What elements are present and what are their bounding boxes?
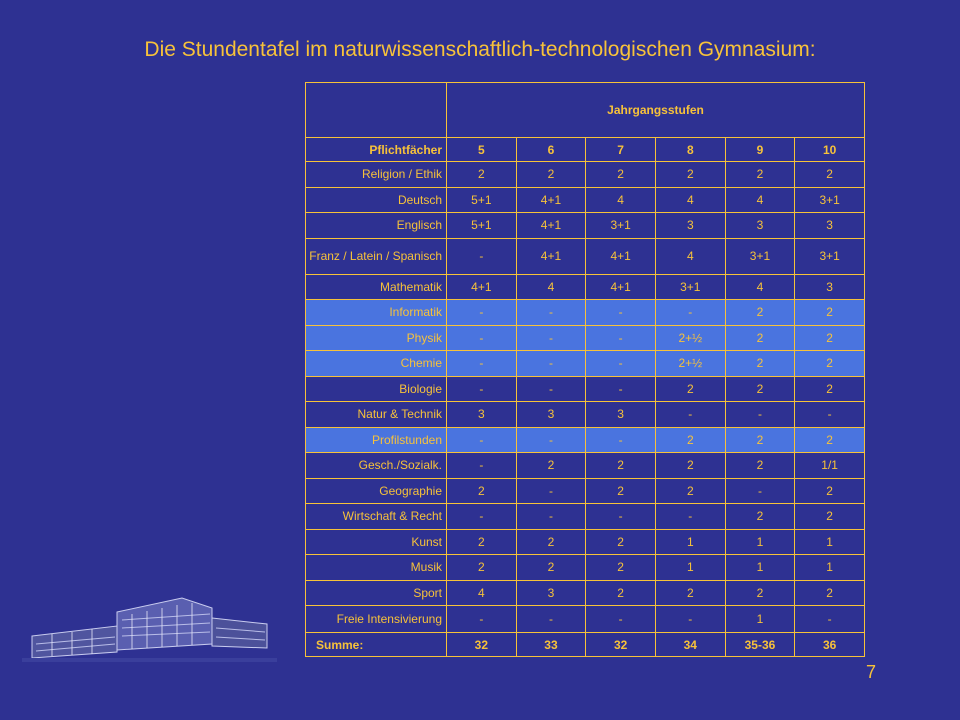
subject-cell: Biologie [306,376,447,402]
value-cell: 4+1 [586,238,656,274]
table-row [306,402,865,428]
value-cell: 2 [725,162,795,188]
value-cell: 2 [586,555,656,581]
table-row [306,187,865,213]
value-cell: - [586,351,656,377]
table-row [306,453,865,479]
value-cell: 2 [795,504,865,530]
value-cell: 4 [516,274,586,300]
value-cell: 2 [795,580,865,606]
value-cell: 2 [447,162,517,188]
value-cell: 2 [655,580,725,606]
value-cell: - [586,504,656,530]
table-row [306,478,865,504]
value-cell: 2 [586,580,656,606]
table-row [306,162,865,188]
subject-cell: Profilstunden [306,427,447,453]
subject-cell: Musik [306,555,447,581]
value-cell: - [725,478,795,504]
value-cell: 2 [795,300,865,326]
subject-cell: Freie Intensivierung [306,606,447,633]
value-cell: 1 [795,555,865,581]
year-header-cell: 10 [795,138,865,162]
value-cell: 3 [516,402,586,428]
slide-title: Die Stundentafel im naturwissenschaftlich-technologischen Gymnasium: [144,38,816,61]
value-cell: 2 [795,427,865,453]
value-cell: 5+1 [447,213,517,239]
value-cell: 2 [447,478,517,504]
value-cell: 3 [655,213,725,239]
value-cell: 2 [725,427,795,453]
value-cell: 2 [516,529,586,555]
value-cell: 4+1 [516,187,586,213]
value-cell: 3 [795,274,865,300]
subject-cell: Franz / Latein / Spanisch [306,238,447,274]
value-cell: 3 [795,213,865,239]
value-cell: 2 [655,376,725,402]
value-cell: - [447,300,517,326]
table-row [306,504,865,530]
value-cell: 2 [516,162,586,188]
value-cell: - [586,606,656,633]
value-cell: 1 [655,555,725,581]
year-header-cell: 8 [655,138,725,162]
value-cell: - [655,504,725,530]
table-row [306,376,865,402]
value-cell: 4 [655,238,725,274]
value-cell: 2 [795,162,865,188]
value-cell: 4+1 [447,274,517,300]
value-cell: 1 [725,529,795,555]
value-cell: 3+1 [795,187,865,213]
sum-value-cell: 33 [516,633,586,657]
value-cell: 1 [725,606,795,633]
sum-row [306,633,865,657]
value-cell: - [447,238,517,274]
value-cell: 2 [655,478,725,504]
subject-cell: Informatik [306,300,447,326]
value-cell: 3 [516,580,586,606]
sum-value-cell: 36 [795,633,865,657]
value-cell: - [725,402,795,428]
school-building-image [22,592,282,672]
year-header-cell: 9 [725,138,795,162]
value-cell: 2 [586,453,656,479]
value-cell: - [447,376,517,402]
value-cell: 1 [655,529,725,555]
subject-cell: Wirtschaft & Recht [306,504,447,530]
value-cell: 1 [725,555,795,581]
value-cell: - [516,351,586,377]
sum-value-cell: 35-36 [725,633,795,657]
value-cell: 2 [795,325,865,351]
value-cell: - [586,300,656,326]
value-cell: 4+1 [516,213,586,239]
value-cell: 2 [725,325,795,351]
subject-cell: Deutsch [306,187,447,213]
value-cell: - [447,606,517,633]
subject-cell: Geographie [306,478,447,504]
sum-value-cell: 34 [655,633,725,657]
value-cell: 4 [586,187,656,213]
subject-cell: Sport [306,580,447,606]
year-header-cell: 7 [586,138,656,162]
value-cell: 2 [725,580,795,606]
years-header-row [306,138,865,162]
value-cell: 2 [795,351,865,377]
page-number: 7 [866,662,877,682]
table-row [306,300,865,326]
value-cell: 2 [447,555,517,581]
value-cell: 2 [516,555,586,581]
value-cell: 2 [725,504,795,530]
group-header-row [306,83,865,138]
subject-cell: Englisch [306,213,447,239]
value-cell: 3 [725,213,795,239]
value-cell: 2 [725,376,795,402]
value-cell: - [447,325,517,351]
value-cell: 2 [725,351,795,377]
table-row [306,351,865,377]
value-cell: - [586,376,656,402]
value-cell: 3+1 [586,213,656,239]
subject-header-cell: Pflichtfächer [306,138,447,162]
timetable [305,82,865,657]
subject-cell: Physik [306,325,447,351]
value-cell: - [655,402,725,428]
value-cell: - [516,325,586,351]
subject-cell: Mathematik [306,274,447,300]
value-cell: 5+1 [447,187,517,213]
table-row [306,580,865,606]
value-cell: 4+1 [516,238,586,274]
value-cell: 2 [725,453,795,479]
value-cell: 2 [655,453,725,479]
year-header-cell: 6 [516,138,586,162]
value-cell: - [586,325,656,351]
sum-value-cell: 32 [586,633,656,657]
value-cell: 4 [447,580,517,606]
table-row [306,325,865,351]
value-cell: 4 [655,187,725,213]
value-cell: 1/1 [795,453,865,479]
value-cell: 2 [586,529,656,555]
value-cell: 2 [447,529,517,555]
subject-cell: Religion / Ethik [306,162,447,188]
table-row [306,427,865,453]
subject-cell: Natur & Technik [306,402,447,428]
value-cell: - [516,606,586,633]
value-cell: 3+1 [655,274,725,300]
value-cell: - [516,300,586,326]
value-cell: 4+1 [586,274,656,300]
value-cell: 2 [516,453,586,479]
value-cell: 2 [725,300,795,326]
value-cell: - [516,376,586,402]
value-cell: - [516,478,586,504]
value-cell: - [655,606,725,633]
subject-cell: Kunst [306,529,447,555]
value-cell: - [516,427,586,453]
value-cell: - [795,606,865,633]
value-cell: 2 [655,427,725,453]
sum-value-cell: 32 [447,633,517,657]
group-header-cell: Jahrgangsstufen [447,83,865,138]
value-cell: - [447,427,517,453]
table-row [306,238,865,274]
value-cell: 2 [655,162,725,188]
value-cell: 3+1 [725,238,795,274]
value-cell: 2 [795,478,865,504]
value-cell: 2 [586,162,656,188]
subject-cell: Chemie [306,351,447,377]
value-cell: 1 [795,529,865,555]
value-cell: 3+1 [795,238,865,274]
table-row [306,213,865,239]
value-cell: 2+½ [655,351,725,377]
table-row [306,274,865,300]
value-cell: - [447,504,517,530]
table-row [306,529,865,555]
value-cell: - [447,351,517,377]
value-cell: 2 [795,376,865,402]
subject-cell: Gesch./Sozialk. [306,453,447,479]
sum-label-cell: Summe: [306,633,447,657]
value-cell: 2+½ [655,325,725,351]
table-row [306,555,865,581]
value-cell: 2 [586,478,656,504]
value-cell: - [516,504,586,530]
table-row [306,606,865,633]
value-cell: 3 [586,402,656,428]
value-cell: 4 [725,274,795,300]
value-cell: - [447,453,517,479]
value-cell: - [586,427,656,453]
value-cell: - [655,300,725,326]
value-cell: - [795,402,865,428]
value-cell: 4 [725,187,795,213]
year-header-cell: 5 [447,138,517,162]
value-cell: 3 [447,402,517,428]
empty-corner-cell [306,83,447,138]
